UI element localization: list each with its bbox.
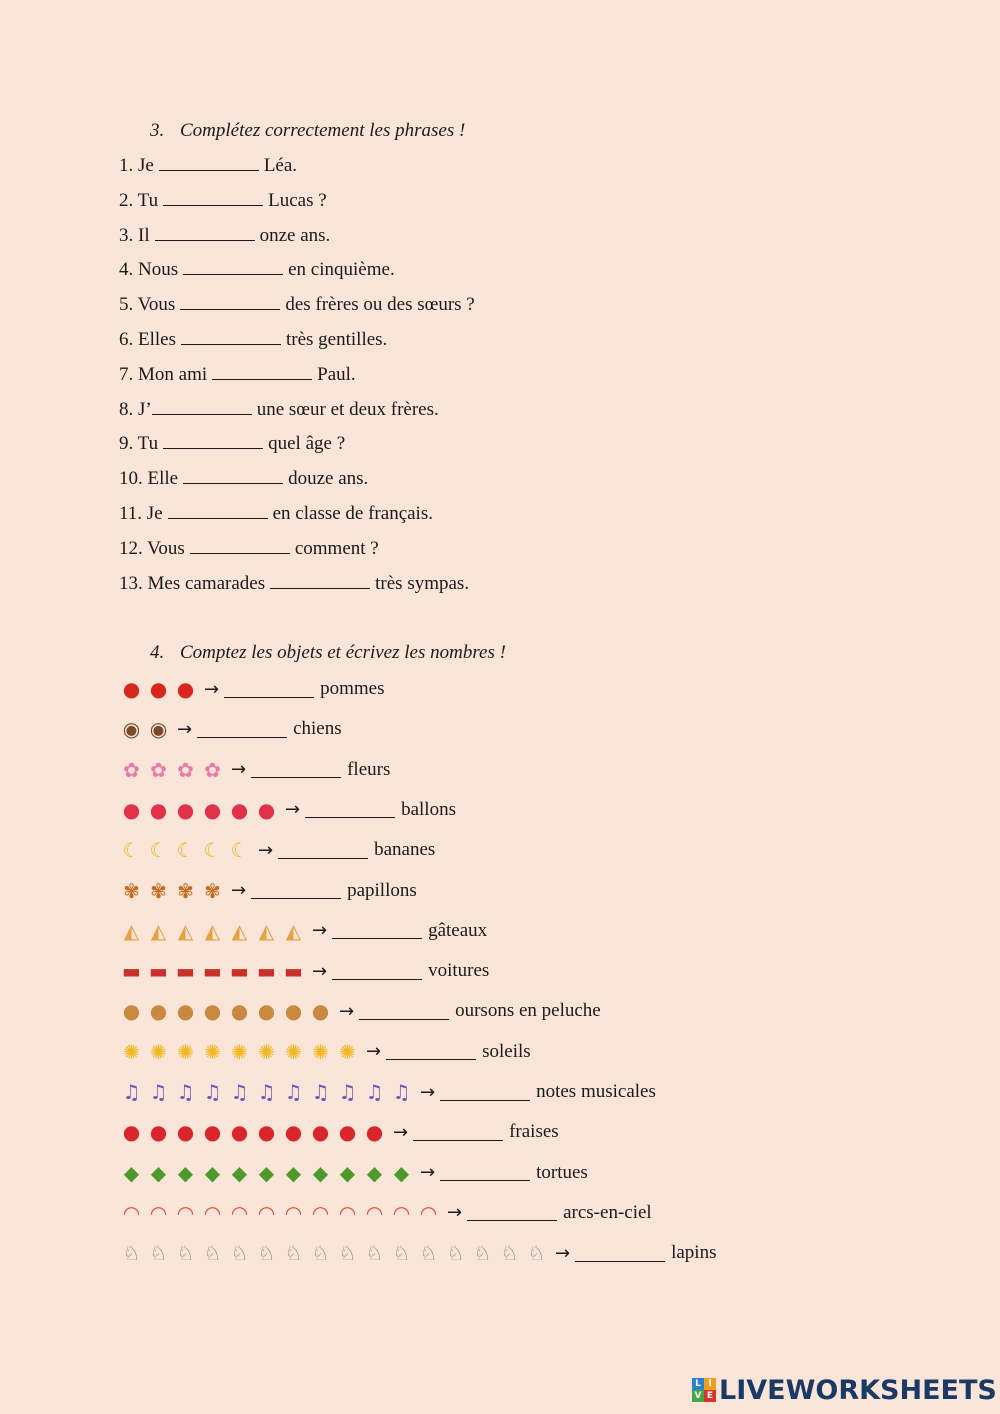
teddy-bear-icon: ● [230, 999, 249, 1024]
arrow-icon: → [312, 920, 328, 942]
object-label: bananes [374, 839, 436, 861]
arrow-icon: → [420, 1081, 436, 1103]
sentence-end: très sympas. [375, 572, 470, 594]
music-notes-icon: ♫ [284, 1080, 303, 1104]
count-answer-blank[interactable] [413, 1124, 503, 1141]
liveworksheets-logo [692, 1374, 997, 1406]
butterfly-icon: ✾ [177, 878, 194, 903]
rainbow-icon: ◠ [338, 1200, 357, 1225]
car-icon: ▬ [284, 959, 303, 984]
rabbit-icon: ♘ [392, 1241, 411, 1266]
rabbit-icon: ♘ [365, 1241, 384, 1266]
balloon-icon: ● [122, 797, 141, 822]
object-label: voitures [428, 960, 490, 982]
sentence-row [119, 189, 327, 212]
liveworksheets-brand: LIVEWORKSHEETS [719, 1374, 997, 1406]
arrow-icon: → [312, 960, 328, 982]
answer-blank[interactable] [181, 328, 281, 345]
rainbow-icon: ◠ [365, 1200, 384, 1225]
rabbit-icon: ♘ [500, 1241, 519, 1266]
sentence-row [119, 537, 379, 560]
count-answer-blank[interactable] [332, 922, 422, 939]
rainbow-icon: ◠ [311, 1200, 330, 1225]
count-answer-blank[interactable] [305, 801, 395, 818]
sentence-start: 8. J’ [119, 398, 152, 420]
counting-row [119, 920, 487, 942]
rainbow-icon: ◠ [176, 1200, 195, 1225]
sentence-row [119, 224, 330, 247]
sun-icon: ✺ [123, 1039, 140, 1064]
count-answer-blank[interactable] [440, 1164, 530, 1181]
sentence-start: 1. Je [119, 155, 154, 176]
sentence-row [119, 154, 297, 177]
flower-icon: ✿ [204, 757, 221, 782]
music-notes-icon: ♫ [365, 1080, 384, 1104]
music-notes-icon: ♫ [338, 1080, 357, 1104]
answer-blank[interactable] [183, 258, 283, 275]
arrow-icon: → [231, 880, 247, 901]
banana-icon: ☾ [230, 838, 249, 863]
apple-icon: ● [149, 677, 168, 701]
teddy-bear-icon: ● [149, 999, 168, 1024]
arrow-icon: → [177, 718, 193, 740]
sentence-start: 4. Nous [119, 259, 179, 281]
count-answer-blank[interactable] [386, 1043, 476, 1060]
balloon-icon: ● [230, 797, 249, 822]
sun-icon: ✺ [285, 1039, 302, 1064]
sentence-end: une sœur et deux frères. [256, 398, 439, 420]
rainbow-icon: ◠ [392, 1200, 411, 1225]
object-label: ballons [401, 798, 456, 820]
banana-icon: ☾ [176, 838, 195, 863]
flower-icon: ✿ [123, 757, 140, 782]
car-icon: ▬ [176, 959, 195, 984]
car-icon: ▬ [122, 959, 141, 984]
arrow-icon: → [420, 1162, 436, 1184]
rabbit-icon: ♘ [284, 1241, 303, 1266]
object-label: notes musicales [536, 1081, 656, 1102]
butterfly-icon: ✾ [204, 878, 221, 903]
logo-letter: L [692, 1378, 704, 1390]
flower-icon: ✿ [177, 757, 194, 782]
object-label: oursons en peluche [455, 1000, 601, 1022]
cake-icon: ◭ [150, 918, 167, 943]
strawberry-icon: ● [149, 1120, 168, 1145]
teddy-bear-icon: ● [203, 999, 222, 1024]
sentence-start: 12. Vous [119, 537, 185, 559]
answer-blank[interactable] [190, 537, 290, 554]
object-label: pommes [320, 678, 385, 699]
strawberry-icon: ● [122, 1120, 141, 1145]
music-notes-icon: ♫ [122, 1080, 141, 1104]
sentence-row [119, 363, 356, 386]
arrow-icon: → [339, 1000, 355, 1022]
answer-blank[interactable] [163, 189, 263, 206]
cake-icon: ◭ [123, 918, 140, 943]
apple-icon: ● [176, 677, 195, 701]
arrow-icon: → [555, 1242, 571, 1264]
rabbit-icon: ♘ [230, 1241, 249, 1266]
count-answer-blank[interactable] [359, 1003, 449, 1020]
count-answer-blank[interactable] [332, 963, 422, 980]
sentence-end: en classe de français. [272, 503, 433, 524]
count-answer-blank[interactable] [224, 681, 314, 698]
music-notes-icon: ♫ [311, 1080, 330, 1104]
balloon-icon: ● [257, 797, 276, 822]
sentence-end: quel âge ? [268, 433, 346, 455]
rainbow-icon: ◠ [419, 1200, 438, 1225]
balloon-icon: ● [203, 797, 222, 822]
sentence-start: 13. Mes camarades [119, 572, 266, 594]
sentence-start: 2. Tu [119, 189, 159, 211]
car-icon: ▬ [230, 959, 249, 984]
count-answer-blank[interactable] [278, 842, 368, 859]
dog-icon: ◉ [122, 717, 141, 742]
arrow-icon: → [204, 678, 220, 700]
arrow-icon: → [285, 799, 301, 821]
rainbow-icon: ◠ [257, 1200, 276, 1225]
sentence-end: comment ? [294, 537, 379, 559]
counting-row [119, 759, 390, 781]
music-notes-icon: ♫ [392, 1080, 411, 1104]
object-label: tortues [536, 1161, 588, 1183]
count-answer-blank[interactable] [251, 882, 341, 899]
sentence-start: 9. Tu [119, 433, 159, 455]
arrow-icon: → [231, 759, 247, 781]
counting-row [119, 718, 342, 740]
counting-row [119, 839, 435, 861]
turtle-icon: ◆ [366, 1160, 383, 1185]
teddy-bear-icon: ● [176, 999, 195, 1024]
count-answer-blank[interactable] [197, 721, 287, 738]
sun-icon: ✺ [177, 1039, 194, 1064]
logo-letter: I [704, 1378, 716, 1390]
cake-icon: ◭ [285, 918, 302, 943]
count-answer-blank[interactable] [575, 1245, 665, 1262]
section-4-number: 4. [150, 642, 165, 663]
sentence-row [119, 258, 395, 281]
answer-blank[interactable] [180, 293, 280, 310]
section-4-title: Comptez les objets et écrivez les nombres ! [180, 642, 506, 663]
rabbit-icon: ♘ [176, 1241, 195, 1266]
counting-row [119, 1202, 652, 1224]
banana-icon: ☾ [122, 838, 141, 863]
counting-row [119, 1081, 656, 1103]
sun-icon: ✺ [231, 1039, 248, 1064]
butterfly-icon: ✾ [123, 878, 140, 903]
logo-letter: E [704, 1390, 716, 1402]
counting-row [119, 1041, 531, 1063]
rabbit-icon: ♘ [203, 1241, 222, 1266]
rainbow-icon: ◠ [122, 1200, 141, 1225]
object-label: gâteaux [428, 919, 488, 941]
turtle-icon: ◆ [285, 1160, 302, 1185]
sentence-row [119, 502, 433, 525]
object-label: papillons [347, 879, 417, 901]
sentence-start: 11. Je [119, 503, 163, 524]
turtle-icon: ◆ [204, 1160, 221, 1185]
apple-icon: ● [122, 677, 141, 701]
turtle-icon: ◆ [312, 1160, 329, 1185]
rabbit-icon: ♘ [446, 1241, 465, 1266]
strawberry-icon: ● [284, 1120, 303, 1145]
object-label: lapins [671, 1242, 717, 1264]
sun-icon: ✺ [150, 1039, 167, 1064]
music-notes-icon: ♫ [230, 1080, 249, 1104]
balloon-icon: ● [176, 797, 195, 822]
object-label: fleurs [347, 758, 391, 780]
strawberry-icon: ● [257, 1120, 276, 1145]
sentence-row [119, 398, 439, 421]
object-label: chiens [293, 718, 342, 740]
strawberry-icon: ● [203, 1120, 222, 1145]
sentence-end: en cinquième. [288, 259, 395, 281]
sentence-end: des frères ou des sœurs ? [285, 294, 475, 316]
rabbit-icon: ♘ [122, 1241, 141, 1266]
sentence-row [119, 328, 387, 351]
sentence-end: très gentilles. [286, 329, 388, 350]
car-icon: ▬ [257, 959, 276, 984]
teddy-bear-icon: ● [122, 999, 141, 1024]
dog-icon: ◉ [149, 717, 168, 742]
strawberry-icon: ● [338, 1120, 357, 1145]
music-notes-icon: ♫ [203, 1080, 222, 1104]
sentence-end: onze ans. [259, 224, 331, 246]
sentence-row [119, 572, 469, 595]
rabbit-icon: ♘ [257, 1241, 276, 1266]
cake-icon: ◭ [231, 918, 248, 943]
sentence-end: douze ans. [288, 468, 369, 490]
counting-row [119, 799, 456, 821]
object-label: arcs-en-ciel [563, 1201, 652, 1223]
turtle-icon: ◆ [339, 1160, 356, 1185]
flower-icon: ✿ [150, 757, 167, 782]
cake-icon: ◭ [177, 918, 194, 943]
arrow-icon: → [258, 839, 274, 861]
section-3-heading [150, 120, 465, 142]
answer-blank[interactable] [270, 572, 370, 589]
strawberry-icon: ● [311, 1120, 330, 1145]
turtle-icon: ◆ [258, 1160, 275, 1185]
arrow-icon: → [366, 1041, 382, 1063]
music-notes-icon: ♫ [149, 1080, 168, 1104]
balloon-icon: ● [149, 797, 168, 822]
sun-icon: ✺ [258, 1039, 275, 1064]
sun-icon: ✺ [339, 1039, 356, 1064]
rainbow-icon: ◠ [149, 1200, 168, 1225]
car-icon: ▬ [149, 959, 168, 984]
rabbit-icon: ♘ [149, 1241, 168, 1266]
sentence-row [119, 293, 475, 316]
sentence-end: Paul. [317, 363, 356, 385]
strawberry-icon: ● [365, 1120, 384, 1145]
teddy-bear-icon: ● [284, 999, 303, 1024]
turtle-icon: ◆ [393, 1160, 410, 1185]
answer-blank[interactable] [152, 398, 252, 415]
answer-blank[interactable] [168, 502, 268, 519]
music-notes-icon: ♫ [176, 1080, 195, 1104]
answer-blank[interactable] [212, 363, 312, 380]
cake-icon: ◭ [258, 918, 275, 943]
counting-row [119, 960, 489, 982]
section-4-heading [150, 642, 506, 664]
sentence-start: 10. Elle [119, 468, 179, 490]
rainbow-icon: ◠ [230, 1200, 249, 1225]
count-answer-blank[interactable] [251, 761, 341, 778]
teddy-bear-icon: ● [257, 999, 276, 1024]
sentence-start: 6. Elles [119, 329, 176, 350]
counting-row [119, 1162, 588, 1184]
strawberry-icon: ● [176, 1120, 195, 1145]
turtle-icon: ◆ [150, 1160, 167, 1185]
logo-letter: V [692, 1390, 704, 1402]
counting-row [119, 1121, 559, 1143]
count-answer-blank[interactable] [440, 1084, 530, 1101]
arrow-icon: → [393, 1121, 409, 1143]
object-label: fraises [509, 1121, 559, 1143]
arrow-icon: → [447, 1202, 463, 1224]
count-answer-blank[interactable] [467, 1204, 557, 1221]
counting-row [119, 1000, 601, 1022]
sentence-start: 7. Mon ami [119, 363, 208, 385]
answer-blank[interactable] [163, 432, 263, 449]
music-notes-icon: ♫ [257, 1080, 276, 1104]
counting-row [119, 1242, 716, 1264]
turtle-icon: ◆ [231, 1160, 248, 1185]
sentence-start: 3. Il [119, 224, 150, 246]
answer-blank[interactable] [183, 467, 283, 484]
section-3-title: Complétez correctement les phrases ! [180, 120, 466, 141]
turtle-icon: ◆ [177, 1160, 194, 1185]
object-label: soleils [482, 1040, 531, 1062]
rabbit-icon: ♘ [473, 1241, 492, 1266]
turtle-icon: ◆ [123, 1160, 140, 1185]
strawberry-icon: ● [230, 1120, 249, 1145]
counting-row [119, 880, 417, 902]
sentence-row [119, 467, 368, 490]
rabbit-icon: ♘ [527, 1241, 546, 1266]
sentence-end: Lucas ? [268, 189, 327, 211]
sentence-start: 5. Vous [119, 294, 176, 316]
butterfly-icon: ✾ [150, 878, 167, 903]
rabbit-icon: ♘ [419, 1241, 438, 1266]
rainbow-icon: ◠ [284, 1200, 303, 1225]
sentence-row [119, 432, 345, 455]
answer-blank[interactable] [159, 154, 259, 171]
car-icon: ▬ [203, 959, 222, 984]
rabbit-icon: ♘ [338, 1241, 357, 1266]
rainbow-icon: ◠ [203, 1200, 222, 1225]
rabbit-icon: ♘ [311, 1241, 330, 1266]
cake-icon: ◭ [204, 918, 221, 943]
counting-row [119, 678, 384, 700]
sun-icon: ✺ [204, 1039, 221, 1064]
banana-icon: ☾ [149, 838, 168, 863]
liveworksheets-logo-icon [692, 1378, 716, 1402]
teddy-bear-icon: ● [311, 999, 330, 1024]
banana-icon: ☾ [203, 838, 222, 863]
answer-blank[interactable] [155, 224, 255, 241]
section-3-number: 3. [150, 120, 165, 141]
sentence-end: Léa. [263, 155, 298, 176]
sun-icon: ✺ [312, 1039, 329, 1064]
